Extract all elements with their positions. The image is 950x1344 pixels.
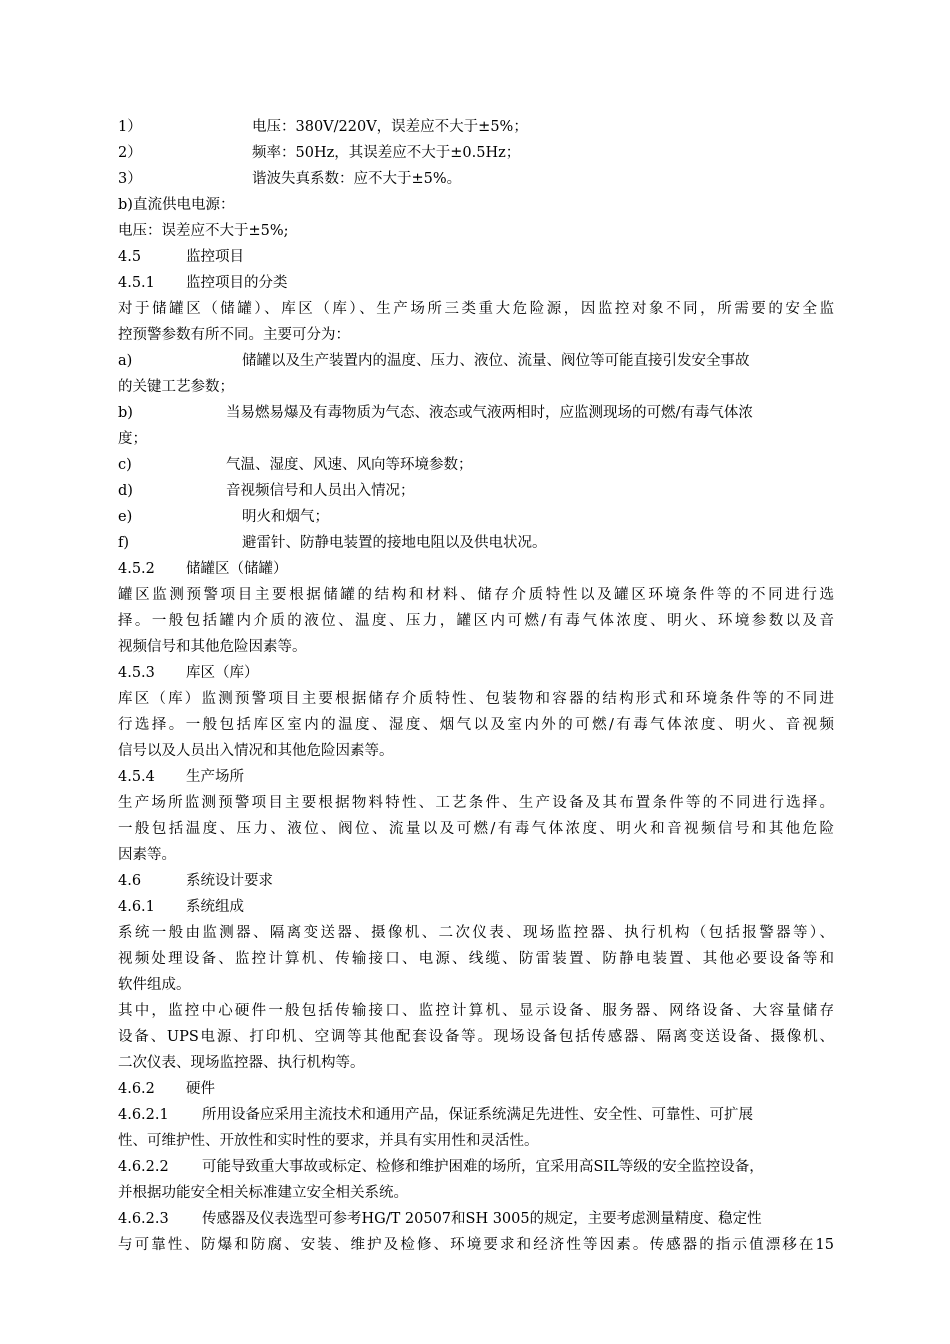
- paragraph-line: 对于储罐区（储罐）、库区（库）、生产场所三类重大危险源，因监控对象不同，所需要的安全监: [118, 301, 834, 317]
- paragraph-line: 一般包括温度、压力、液位、阀位、流量以及可燃/有毒气体浓度、明火和音视频信号和其他危险: [118, 821, 834, 837]
- section-title: 监控项目: [186, 249, 244, 265]
- paragraph-line: 二次仪表、现场监控器、执行机构等。: [118, 1055, 365, 1071]
- clause-line: [118, 1206, 834, 1232]
- list-number: 1）: [118, 119, 142, 135]
- section-title: 系统设计要求: [186, 873, 273, 889]
- paragraph-line: 设备、UPS电源、打印机、空调等其他配套设备等。现场设备包括传感器、隔离变送设备、摄像机、: [118, 1029, 834, 1045]
- list-item: [118, 452, 834, 478]
- paragraph-line: 因素等。: [118, 847, 176, 863]
- list-item: [118, 166, 834, 192]
- clause-text: 传感器及仪表选型可参考HG/T 20507和SH 3005的规定，主要考虑测量精度、稳定性: [202, 1211, 762, 1227]
- section-number: 4.5.1: [118, 275, 155, 291]
- section-number: 4.6: [118, 873, 142, 889]
- section-title: 储罐区（储罐）: [186, 561, 288, 577]
- list-item: [118, 504, 834, 530]
- list-letter: c): [118, 457, 132, 473]
- list-text: 当易燃易爆及有毒物质为气态、液态或气液两相时，应监测现场的可燃/有毒气体浓: [226, 405, 753, 421]
- paragraph-line: 电压：误差应不大于±5%;: [118, 223, 289, 239]
- list-letter: a): [118, 353, 133, 369]
- paragraph-line: 其中，监控中心硬件一般包括传输接口、监控计算机、显示设备、服务器、网络设备、大容量储存: [118, 1003, 834, 1019]
- section-heading: [118, 1076, 834, 1102]
- paragraph-line: 视频信号和其他危险因素等。: [118, 639, 307, 655]
- section-heading: [118, 894, 834, 920]
- section-number: 4.5: [118, 249, 142, 265]
- paragraph-line: 视频处理设备、监控计算机、传输接口、电源、线缆、防雷装置、防静电装置、其他必要设备等和: [118, 951, 834, 967]
- list-item: [118, 140, 834, 166]
- list-letter: b): [118, 405, 133, 421]
- section-heading: [118, 556, 834, 582]
- section-number: 4.6.2: [118, 1081, 155, 1097]
- list-item: [118, 530, 834, 556]
- list-text: 明火和烟气；: [242, 509, 329, 525]
- list-letter: e): [118, 509, 133, 525]
- paragraph-line: 行选择。一般包括库区室内的温度、湿度、烟气以及室内外的可燃/有毒气体浓度、明火、音视频: [118, 717, 834, 733]
- clause-text: 可能导致重大事故或标定、检修和维护困难的场所，宜采用高SIL等级的安全监控设备，: [202, 1159, 764, 1175]
- list-text: 储罐以及生产装置内的温度、压力、液位、流量、阀位等可能直接引发安全事故: [242, 353, 750, 369]
- section-number: 4.6.1: [118, 899, 155, 915]
- paragraph-line: b)直流供电电源：: [118, 197, 235, 213]
- clause-line: [118, 1154, 834, 1180]
- list-text: 气温、湿度、风速、风向等环境参数；: [226, 457, 473, 473]
- section-title: 硬件: [186, 1081, 215, 1097]
- clause-text: 所用设备应采用主流技术和通用产品，保证系统满足先进性、安全性、可靠性、可扩展: [202, 1107, 753, 1123]
- paragraph-line: 控预警参数有所不同。主要可分为：: [118, 327, 350, 343]
- paragraph-line: 库区（库）监测预警项目主要根据储存介质特性、包装物和容器的结构形式和环境条件等的不同进: [118, 691, 834, 707]
- paragraph-line: 系统一般由监测器、隔离变送器、摄像机、二次仪表、现场监控器、执行机构（包括报警器等）、: [118, 925, 834, 941]
- list-item: [118, 348, 834, 374]
- paragraph-line: 性、可维护性、开放性和实时性的要求，并具有实用性和灵活性。: [118, 1133, 539, 1149]
- list-item: [118, 400, 834, 426]
- list-text: 音视频信号和人员出入情况；: [226, 483, 415, 499]
- list-text: 谐波失真系数：应不大于±5%。: [252, 171, 462, 187]
- section-number: 4.5.4: [118, 769, 155, 785]
- section-title: 系统组成: [186, 899, 244, 915]
- list-item: [118, 478, 834, 504]
- clause-line: [118, 1102, 834, 1128]
- clause-number: 4.6.2.3: [118, 1211, 169, 1227]
- section-number: 4.5.2: [118, 561, 155, 577]
- document-body: [118, 114, 834, 1258]
- section-title: 生产场所: [186, 769, 244, 785]
- paragraph-line: 生产场所监测预警项目主要根据物料特性、工艺条件、生产设备及其布置条件等的不同进行选择。: [118, 795, 834, 811]
- section-title: 监控项目的分类: [186, 275, 288, 291]
- list-number: 2）: [118, 145, 142, 161]
- paragraph-line: 与可靠性、防爆和防腐、安装、维护及检修、环境要求和经济性等因素。传感器的指示值漂移在15: [118, 1237, 834, 1253]
- list-item: [118, 114, 834, 140]
- paragraph-line: 度；: [118, 431, 147, 447]
- section-heading: [118, 868, 834, 894]
- paragraph-line: 罐区监测预警项目主要根据储罐的结构和材料、储存介质特性以及罐区环境条件等的不同进行选: [118, 587, 834, 603]
- clause-number: 4.6.2.2: [118, 1159, 169, 1175]
- section-heading: [118, 764, 834, 790]
- section-heading: [118, 244, 834, 270]
- paragraph-line: 信号以及人员出入情况和其他危险因素等。: [118, 743, 394, 759]
- list-text: 频率：50Hz，其误差应不大于±0.5Hz；: [252, 145, 521, 161]
- paragraph-line: 的关键工艺参数；: [118, 379, 234, 395]
- paragraph-line: 软件组成。: [118, 977, 191, 993]
- list-text: 电压：380V/220V，误差应不大于±5%；: [252, 119, 528, 135]
- paragraph-line: 择。一般包括罐内介质的液位、温度、压力，罐区内可燃/有毒气体浓度、明火、环境参数以及音: [118, 613, 834, 629]
- paragraph-line: 并根据功能安全相关标准建立安全相关系统。: [118, 1185, 408, 1201]
- list-letter: f): [118, 535, 130, 551]
- clause-number: 4.6.2.1: [118, 1107, 169, 1123]
- section-heading: [118, 270, 834, 296]
- list-letter: d): [118, 483, 133, 499]
- section-number: 4.5.3: [118, 665, 155, 681]
- list-number: 3）: [118, 171, 142, 187]
- list-text: 避雷针、防静电装置的接地电阻以及供电状况。: [242, 535, 547, 551]
- section-heading: [118, 660, 834, 686]
- section-title: 库区（库）: [186, 665, 259, 681]
